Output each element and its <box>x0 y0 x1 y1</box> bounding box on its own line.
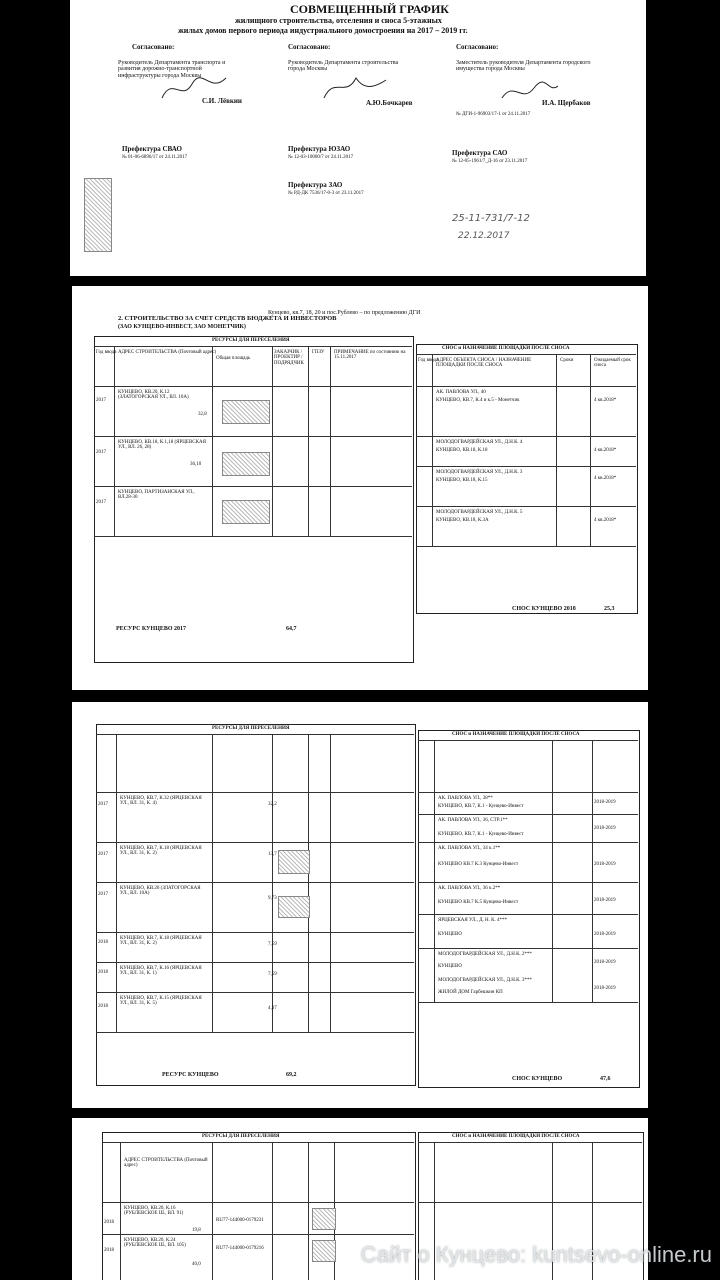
col-year-right: Год ввода <box>418 358 439 363</box>
signature-3 <box>500 78 560 106</box>
resources-header: РЕСУРСЫ ДЛЯ ПЕРЕСЕЛЕНИЯ <box>202 1134 280 1139</box>
resources-header: РЕСУРСЫ ДЛЯ ПЕРЕСЕЛЕНИЯ <box>212 726 290 731</box>
approval-name-3: И.А. Щербаков <box>542 99 591 107</box>
demo-purpose: КУНЦЕВО <box>438 932 462 937</box>
approval-label-1: Согласовано: <box>132 43 175 51</box>
stamp <box>278 850 310 874</box>
demo-purpose: КУНЦЕВО, КВ.18, К.3А <box>436 518 489 523</box>
row-gpzu: RU77-144000-0179231 <box>216 1218 264 1223</box>
demo-address: ЯРЦЕВСКАЯ УЛ., Д. Н. К. 4*** <box>438 918 507 923</box>
stamp <box>312 1240 336 1262</box>
row-year: 2018 <box>104 1220 114 1225</box>
row-address: КУНЦЕВО, КВ.7, К.32 (ЯРЦЕВСКАЯ УЛ., ВЛ. 31, К. 4) <box>120 796 202 807</box>
demo-address: АК. ПАВЛОВА УЛ., 38** <box>438 796 493 801</box>
demolition-header: СНОС и НАЗНАЧЕНИЕ ПЛОЩАДКИ ПОСЛЕ СНОСА <box>452 1134 580 1139</box>
total-resources-value: 64,7 <box>286 626 297 632</box>
demo-address: АК. ПАВЛОВА УЛ., 36 к.2** <box>438 886 501 891</box>
row-address: КУНЦЕВО, КВ.7, К.18 (ЯРЦЕВСКАЯ УЛ., ВЛ. 31, К. 2) <box>120 936 202 947</box>
approval-role-2: Руководитель Департамента строительства города Москвы <box>288 60 399 73</box>
demo-date: 4 кв.2018* <box>594 476 617 481</box>
stamp <box>222 500 270 524</box>
approval-ref-3: № ДГИ-1-96903/17-1 от 24.11.2017 <box>456 112 531 117</box>
col-address: АДРЕС СТРОИТЕЛЬСТВА (Почтовый адрес) <box>118 350 217 355</box>
prefecture-ref-4: № РД-ДК 7536/17-0-3 от 23.11.2017 <box>288 191 364 196</box>
demo-address: МОЛОДОГВАРДЕЙСКАЯ УЛ., Д.Н.К. 2*** <box>438 952 532 957</box>
col-area: Общая площадь <box>216 356 251 361</box>
row-area: 19,8 <box>192 1228 201 1233</box>
col-address: АДРЕС СТРОИТЕЛЬСТВА (Почтовый адрес) <box>124 1158 208 1169</box>
demo-date: 2018-2019 <box>594 826 616 831</box>
row-address: КУНЦЕВО, КВ.18, К.1,18 (ЯРЦЕВСКАЯ УЛ., ВЛ. 26, 28) <box>118 440 206 451</box>
col-expected: Ожидаемый срок сноса <box>594 358 631 369</box>
row-address: КУНЦЕВО, КВ.20 (ЗЛАТОГОРСКАЯ УЛ., ВЛ. 10А) <box>120 886 201 897</box>
demolition-table <box>418 730 640 1088</box>
row-year: 2017 <box>96 500 106 505</box>
col-note: ПРИМЕЧАНИЕ по состоянию на 15.11.2017 <box>334 350 406 361</box>
demo-address: МОЛОДОГВАРДЕЙСКАЯ УЛ., Д.Н.К. 3 <box>436 470 523 475</box>
stamp <box>222 452 270 476</box>
row-area: 9,73 <box>268 896 277 901</box>
demo-date: 2018-2019 <box>594 932 616 937</box>
demo-date: 4 кв.2018* <box>594 398 617 403</box>
total-resources-label: РЕСУРС КУНЦЕВО 2017 <box>116 626 187 632</box>
row-area: 36,10 <box>190 462 202 467</box>
total-demolition-value: 47,6 <box>600 1076 611 1082</box>
row-year: 2017 <box>98 852 108 857</box>
demo-purpose: КУНЦЕВО, КВ.7, К.1 - Кунцево-Инвест <box>438 804 524 809</box>
row-address: КУНЦЕВО, КВ.20, К.24 (РУБЛЕВСКОЕ Ш., ВЛ. 105) <box>124 1238 186 1249</box>
document-subtitle-1: жилищного строительства, отселения и сноса 5-этажных <box>235 16 442 25</box>
prefecture-name-1: Префектура СВАО <box>122 145 182 153</box>
approval-name-2: А.Ю.Бочкарев <box>366 99 413 107</box>
signature-2 <box>320 70 390 104</box>
total-demolition-label: СНОС КУНЦЕВО 2018 <box>512 606 576 612</box>
approval-role-1: Руководитель Департамента транспорта и развития дорожно-транспортной инфраструктуры города Москвы <box>118 60 226 79</box>
approval-role-3: Заместитель руководителя Департамента городского имущества города Москвы <box>456 60 591 73</box>
approval-label-3: Согласовано: <box>456 43 499 51</box>
total-resources-value: 69,2 <box>286 1072 297 1078</box>
demo-purpose: КУНЦЕВО, КВ.7, К.4 и к.5 - Монетчик <box>436 398 520 403</box>
demo-date: 2018-2019 <box>594 862 616 867</box>
col-gpzu: ГПЗУ <box>312 350 325 355</box>
section-title: 2. СТРОИТЕЛЬСТВО ЗА СЧЕТ СРЕДСТВ БЮДЖЕТА И ИНВЕСТОРОВ <box>118 315 337 322</box>
demo-address: МОЛОДОГВАРДЕЙСКАЯ УЛ., Д.Н.К. 3*** <box>438 978 532 983</box>
stamp <box>278 896 310 918</box>
approval-name-1: С.И. Лёвкин <box>202 97 242 105</box>
demo-date: 2018-2019 <box>594 960 616 965</box>
demo-purpose: КУНЦЕВО КВ.7 К.3 Кунцево-Инвест <box>438 862 519 867</box>
total-demolition-value: 25,3 <box>604 606 615 612</box>
row-area: 7,59 <box>268 972 277 977</box>
row-address: КУНЦЕВО, КВ.20, К.16 (РУБЛЕВСКОЕ Ш., ВЛ. 91) <box>124 1206 184 1217</box>
row-area: 7,59 <box>268 942 277 947</box>
document-page-3 <box>72 702 648 1108</box>
prefecture-ref-3: № 12-05-1961/7_Д-16 от 23.11.2017 <box>452 159 528 164</box>
prefecture-name-3: Префектура САО <box>452 149 508 157</box>
row-area: 32,2 <box>268 802 277 807</box>
stamp <box>84 178 112 252</box>
row-address: КУНЦЕВО, КВ.7, К.18 (ЯРЦЕВСКАЯ УЛ., ВЛ. 31, К. 2) <box>120 846 202 857</box>
demo-address: АК. ПАВЛОВА УЛ., 36, СТР.1** <box>438 818 508 823</box>
resources-header: РЕСУРСЫ ДЛЯ ПЕРЕСЕЛЕНИЯ <box>212 338 290 343</box>
stamp <box>312 1208 336 1230</box>
total-resources-label: РЕСУРС КУНЦЕВО <box>162 1072 219 1078</box>
approval-label-2: Согласовано: <box>288 43 331 51</box>
demo-address: АК. ПАВЛОВА УЛ., 34 к.1** <box>438 846 501 851</box>
row-year: 2018 <box>98 970 108 975</box>
row-address: КУНЦЕВО, КВ.7, К.15 (ЯРЦЕВСКАЯ УЛ., ВЛ. 31, К. 5) <box>120 996 202 1007</box>
row-year: 2017 <box>96 398 106 403</box>
demo-address: АК. ПАВЛОВА УЛ., 40 <box>436 390 486 395</box>
handwritten-date: 22.12.2017 <box>458 231 510 241</box>
demolition-header: СНОС и НАЗНАЧЕНИЕ ПЛОЩАДКИ ПОСЛЕ СНОСА <box>452 732 580 737</box>
row-address: КУНЦЕВО, КВ.20, К.12 (ЗЛАТОГОРСКАЯ УЛ., ВЛ. 10А) <box>118 390 189 401</box>
demolition-header: СНОС и НАЗНАЧЕНИЕ ПЛОЩАДКИ ПОСЛЕ СНОСА <box>442 346 570 351</box>
row-area: 4,37 <box>268 1006 277 1011</box>
signature-1 <box>160 72 230 106</box>
demo-date: 2018-2019 <box>594 898 616 903</box>
row-gpzu: RU77-144000-0179216 <box>216 1246 264 1251</box>
demo-address: МОЛОДОГВАРДЕЙСКАЯ УЛ., Д.Н.К. 5 <box>436 510 523 515</box>
row-area: 32,8 <box>198 412 207 417</box>
row-year: 2018 <box>104 1248 114 1253</box>
col-customer: ЗАКАЗЧИК / ПРОЕКТИР / ПОДРЯДЧИК <box>274 350 304 366</box>
prefecture-name-2: Префектура ЮЗАО <box>288 145 351 153</box>
row-area: 40,0 <box>192 1262 201 1267</box>
demo-date: 4 кв.2018* <box>594 518 617 523</box>
site-watermark: Сайт о Кунцево: kuntsevo-online.ru <box>360 1242 712 1267</box>
stamp <box>222 400 270 424</box>
demo-date: 2018-2019 <box>594 800 616 805</box>
document-subtitle-2: жилых домов первого периода индустриального домостроения на 2017 – 2019 гг. <box>178 26 468 35</box>
demo-purpose: КУНЦЕВО <box>438 964 462 969</box>
row-year: 2017 <box>96 450 106 455</box>
row-year: 2018 <box>98 940 108 945</box>
demo-date: 2018-2019 <box>594 986 616 991</box>
section-subtitle: (ЗАО КУНЦЕВО-ИНВЕСТ, ЗАО МОНЕТЧИК) <box>118 324 246 330</box>
prefecture-ref-2: № 12-03-10000/7 от 24.11.2017 <box>288 155 354 160</box>
row-address: КУНЦЕВО, ПАРТИЗАНСКАЯ УЛ., ВЛ.28-30 <box>118 490 195 501</box>
demo-purpose: КУНЦЕВО, КВ.7, К.1 - Кунцево-Инвест <box>438 832 524 837</box>
handwritten-number: 25-11-731/7-12 <box>452 213 530 224</box>
col-terms: Сроки <box>560 358 574 363</box>
row-year: 2017 <box>98 892 108 897</box>
document-page-2 <box>72 286 648 690</box>
demo-purpose: КУНЦЕВО, КВ.18, К.15 <box>436 478 488 483</box>
col-address-right: АДРЕС ОБЪЕКТА СНОСА / НАЗНАЧЕНИЕ ПЛОЩАДКИ ПОСЛЕ СНОСА <box>436 358 532 369</box>
district-line: Кунцево, кв.7, 18, 20 и пос.Рублево – по предложению ДГИ <box>268 310 421 316</box>
row-area: 13,7 <box>268 852 277 857</box>
demo-address: МОЛОДОГВАРДЕЙСКАЯ УЛ., Д.Н.К. 4 <box>436 440 523 445</box>
demo-purpose: КУНЦЕВО КВ.7 К.5 Кунцево-Инвест <box>438 900 519 905</box>
row-year: 2017 <box>98 802 108 807</box>
document-title: СОВМЕЩЕННЫЙ ГРАФИК <box>290 2 449 16</box>
demo-purpose: ЖИЛОЙ ДОМ Гарбешкин КП <box>438 990 503 995</box>
col-year: Год ввода <box>96 350 117 355</box>
prefecture-ref-1: № 01-06-6896/17 от 24.11.2017 <box>122 155 188 160</box>
row-year: 2018 <box>98 1004 108 1009</box>
demo-purpose: КУНЦЕВО, КВ.18, К.18 <box>436 448 488 453</box>
demo-date: 4 кв.2018* <box>594 448 617 453</box>
prefecture-name-4: Префектура ЗАО <box>288 181 343 189</box>
total-demolition-label: СНОС КУНЦЕВО <box>512 1076 563 1082</box>
document-page-1 <box>70 0 646 276</box>
row-address: КУНЦЕВО, КВ.7, К.16 (ЯРЦЕВСКАЯ УЛ., ВЛ. 31, К. 1) <box>120 966 202 977</box>
